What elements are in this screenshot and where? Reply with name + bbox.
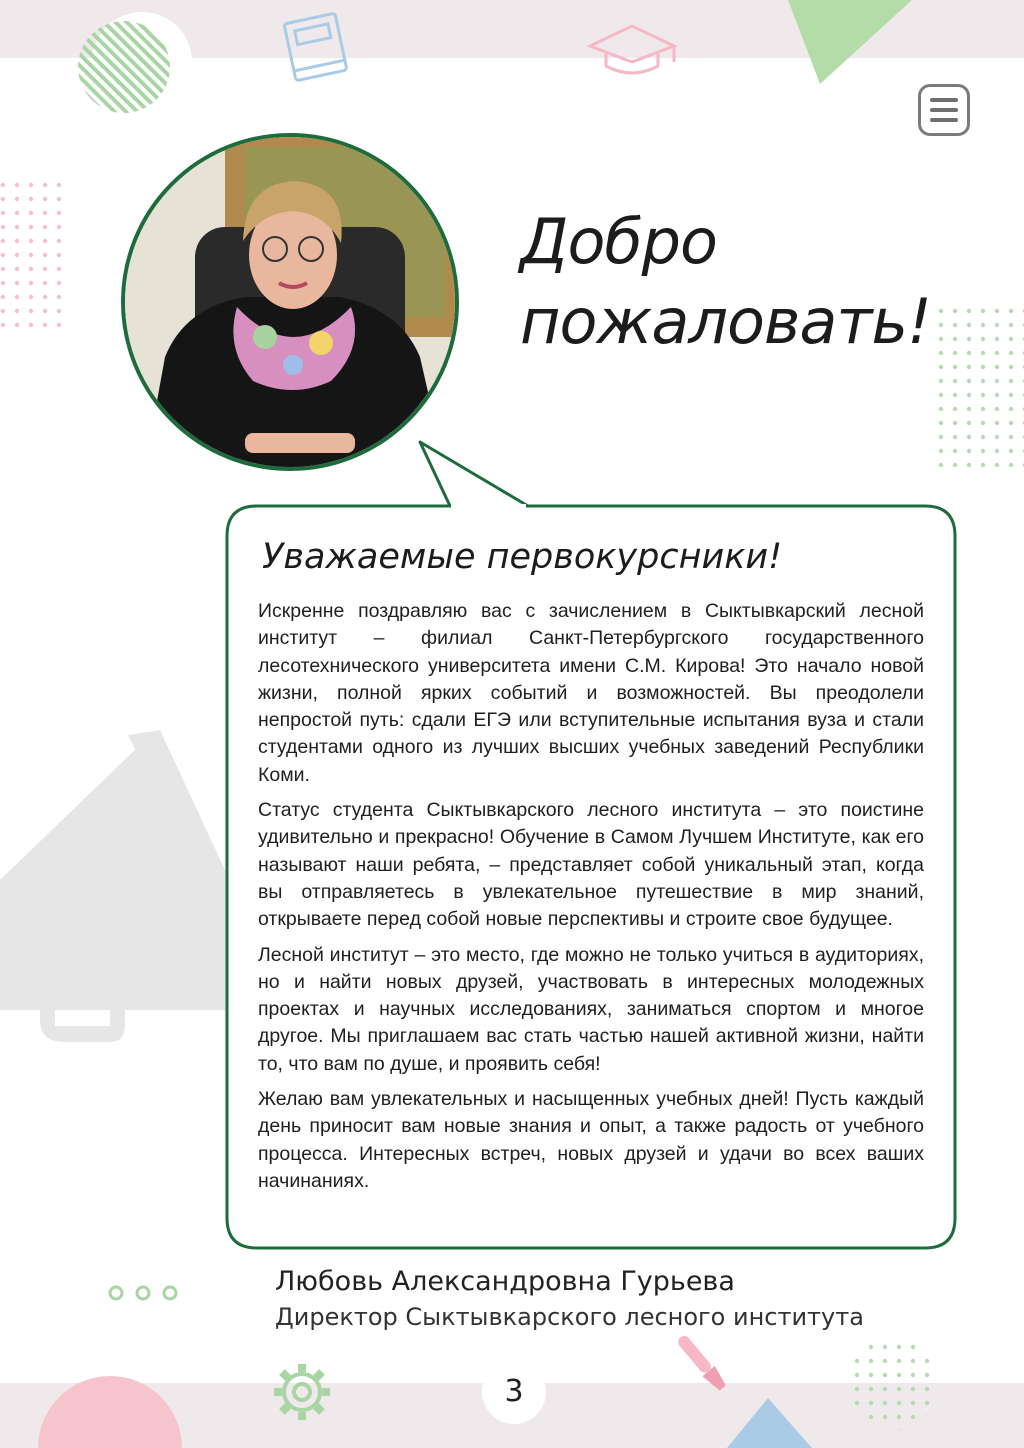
letter-paragraph-1: Искренне поздравляю вас с зачислением в Сыктывкарский лесной институт – филиал Санкт-Петербургского государственного лесотехнического университета имени С.М. Кирова! Это начало новой жизни, полной ярких событий и возможностей. Вы преодолели непростой путь: сдали ЕГЭ или вступительные испытания вуза и стали студентами одного из лучших высших учебных заведений Республики Коми.	[258, 600, 924, 786]
striped-circle-deco	[78, 21, 170, 113]
gear-icon	[274, 1364, 330, 1420]
letter-paragraph-2: Статус студента Сыктывкарского лесного института – это поистине удивительно и прекрасно! Обучение в Самом Лучшем Институте, как его называют наши ребята, – представляет собой уникальный этап, когда вы отправляетесь в увлекательное путешествие в мир знаний, открываете перед собой новые перспективы и строите свое будущее.	[258, 799, 924, 931]
letter-paragraph-4: Желаю вам увлекательных и насыщенных учебных дней! Пусть каждый день приносит вам новые знания и опыт, а также радость от учебного процесса. Интересных встреч, новых друзей и удачи во всех ваших начинаниях.	[258, 1088, 924, 1192]
welcome-line-1: Добро	[520, 205, 717, 278]
portrait-illustration	[125, 137, 455, 467]
green-dots-bottom-right	[847, 1338, 939, 1430]
book-icon	[284, 13, 347, 81]
letter-paragraph-3: Лесной институт – это место, где можно не только учиться в аудиториях, но и найти новых друзей, участвовать в интересных молодежных проектах и научных исследованиях, заниматься спортом и многое другое. Мы приглашаем вас стать частью нашей активной жизни, найти то, что вам по душе, и проявить себя!	[258, 943, 924, 1075]
welcome-line-2: пожаловать!	[520, 285, 931, 358]
graduation-cap-icon	[590, 26, 674, 73]
signature-name: Любовь Александровна Гурьева	[275, 1266, 735, 1297]
page-number: 3	[482, 1360, 546, 1424]
letter-body	[258, 598, 924, 1203]
pink-dots-left	[0, 178, 62, 334]
letter-heading: Уважаемые первокурсники!	[262, 537, 783, 577]
welcome-title	[520, 202, 980, 362]
brush-icon	[674, 1332, 729, 1393]
menu-button[interactable]	[918, 84, 970, 136]
hamburger-menu-icon	[930, 98, 958, 102]
three-dots-icon	[110, 1287, 176, 1299]
pink-half-circle-deco	[38, 1376, 182, 1448]
green-triangle-deco	[788, 0, 912, 84]
signature-title: Директор Сыктывкарского лесного института	[275, 1303, 864, 1331]
blue-triangle-deco	[727, 1398, 812, 1448]
director-portrait	[121, 133, 459, 471]
